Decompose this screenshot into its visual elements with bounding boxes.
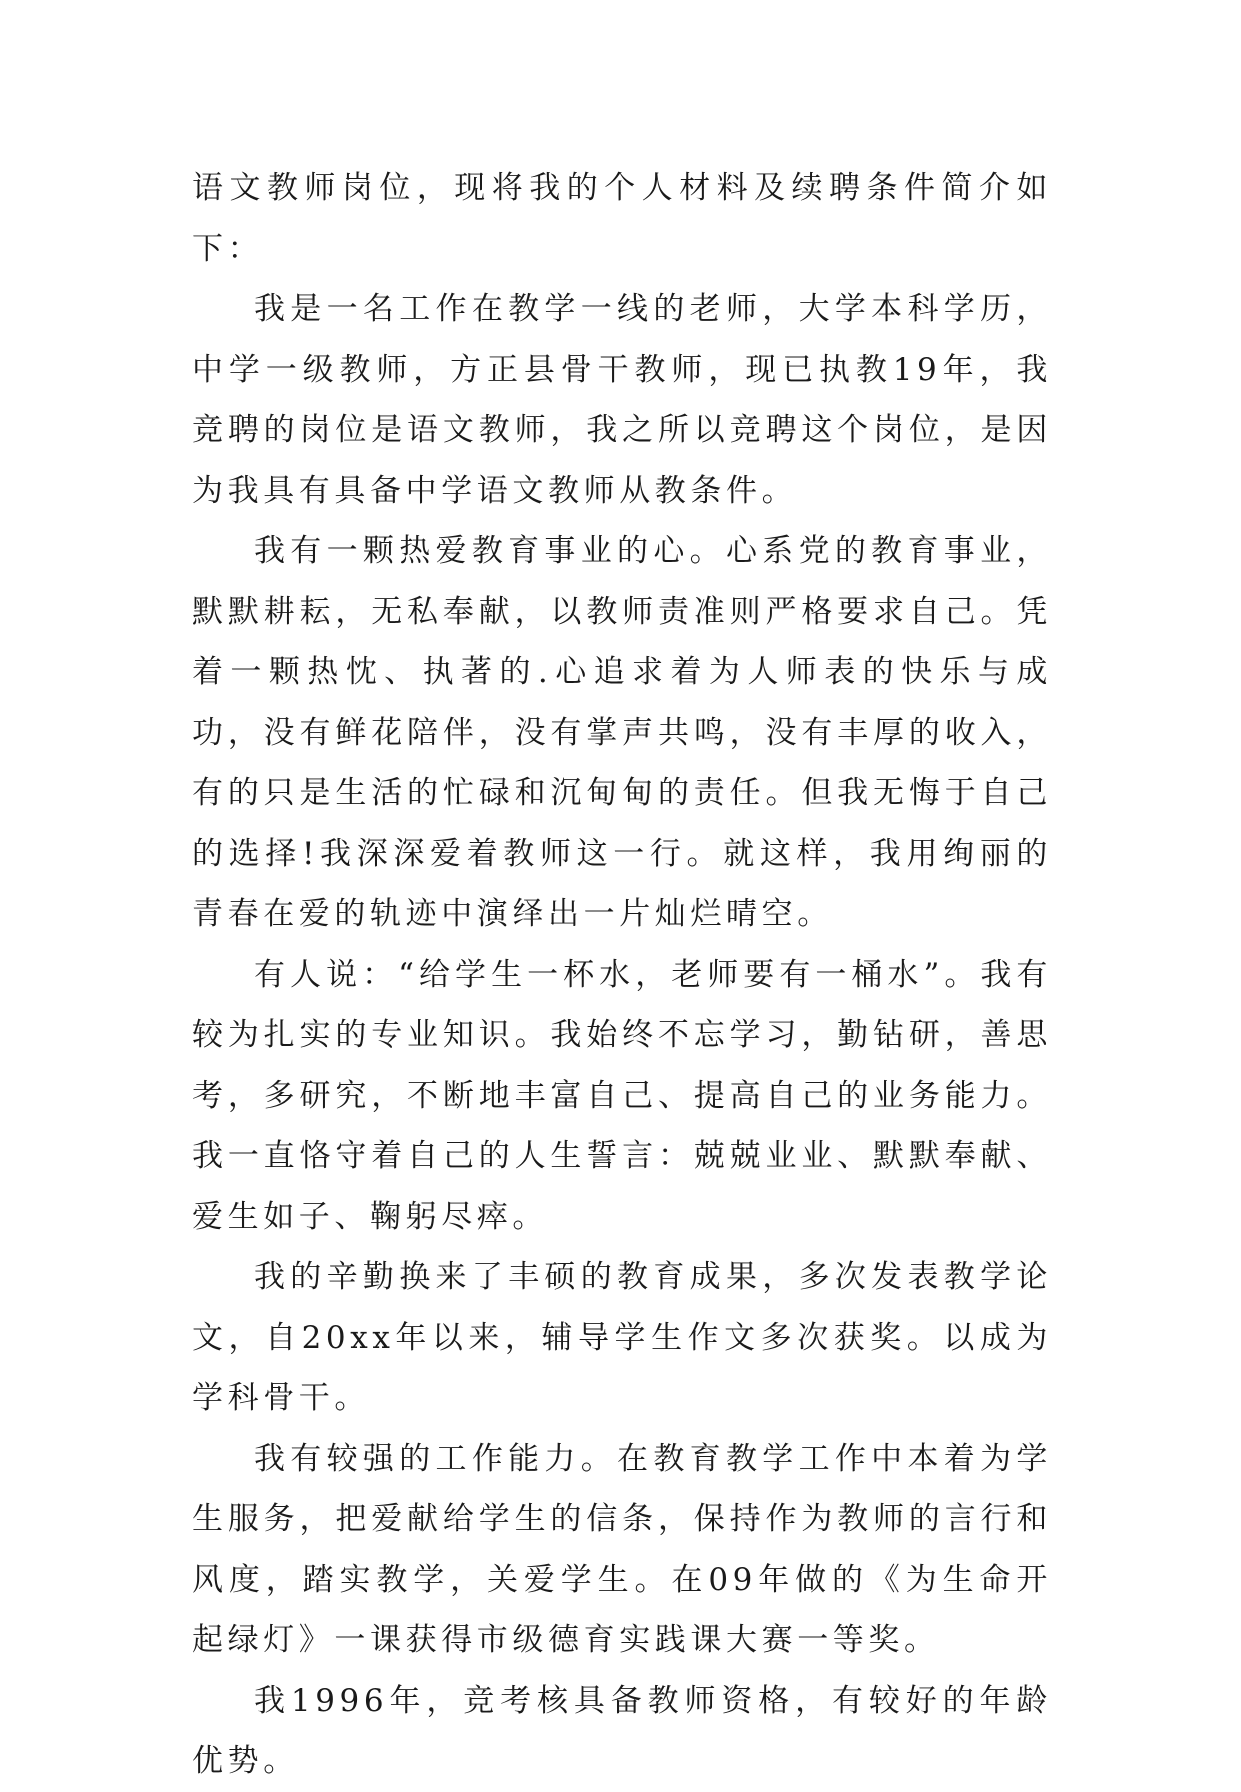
paragraph-1: 语文教师岗位，现将我的个人材料及续聘条件简介如下：: [192, 170, 1052, 267]
paragraph-7: 我1996年，竞考核具备教师资格，有较好的年龄优势。: [192, 1682, 1052, 1779]
paragraph-3: 我有一颗热爱教育事业的心。心系党的教育事业，默默耕耘，无私奉献，以教师责准则严格要求自己。凭着一颗热忱、执著的.心追求着为人师表的快乐与成功，没有鲜花陪伴，没有掌声共鸣，没有丰厚的收入，有的只是生活的忙碌和沉甸甸的责任。但我无悔于自己的选择!我深深爱着教师这一行。就这样，我用绚丽的青春在爱的轨迹中演绎出一片灿烂晴空。: [192, 533, 1052, 932]
paragraph-2: 我是一名工作在教学一线的老师，大学本科学历，中学一级教师，方正县骨干教师，现已执教19年，我竞聘的岗位是语文教师，我之所以竞聘这个岗位，是因为我具有具备中学语文教师从教条件。: [192, 291, 1052, 509]
document-body: [192, 158, 1052, 1792]
paragraph-5: 我的辛勤换来了丰硕的教育成果，多次发表教学论文，自20xx年以来，辅导学生作文多次获奖。以成为学科骨干。: [192, 1259, 1052, 1416]
paragraph-6: 我有较强的工作能力。在教育教学工作中本着为学生服务，把爱献给学生的信条，保持作为教师的言行和风度，踏实教学，关爱学生。在09年做的《为生命开起绿灯》一课获得市级德育实践课大赛一等奖。: [192, 1440, 1052, 1658]
paragraph-4: 有人说：“给学生一杯水，老师要有一桶水”。我有较为扎实的专业知识。我始终不忘学习，勤钻研，善思考，多研究，不断地丰富自己、提高自己的业务能力。我一直恪守着自己的人生誓言：兢兢业业、默默奉献、爱生如子、鞠躬尽瘁。: [192, 956, 1052, 1235]
